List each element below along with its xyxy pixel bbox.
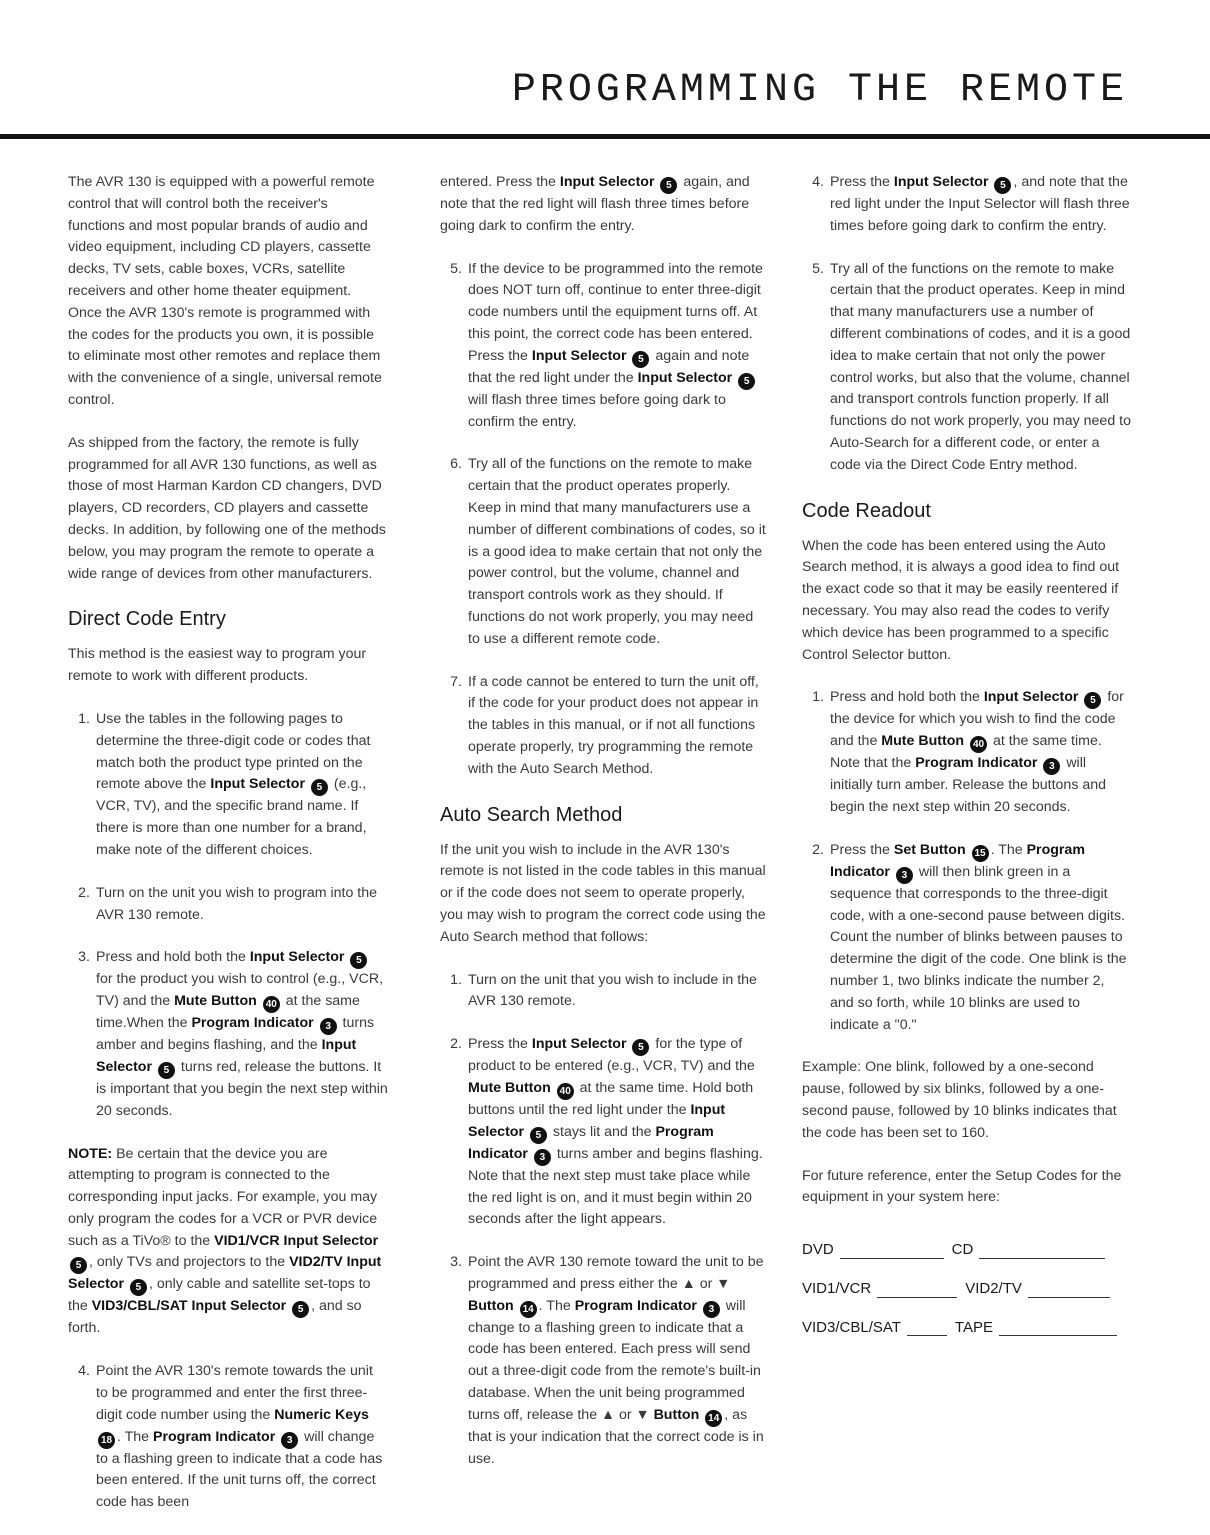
term: Mute Button <box>468 1079 551 1096</box>
step-text <box>96 709 388 862</box>
step-text <box>830 687 1132 818</box>
note-paragraph <box>68 1144 388 1341</box>
text: for the type of product to be entered (e.g., VCR, TV) and the <box>468 1036 755 1075</box>
setup-label: DVD <box>802 1241 834 1259</box>
text: (e.g., VCR, TV), and the specific brand name. If there is more than one number for a brand, make note of the different choices. <box>96 776 367 858</box>
text: Use the tables in the following pages to determine the three-digit code or codes that match both the product type printed on the remote above the <box>96 710 371 793</box>
text: Press the <box>468 1036 528 1053</box>
term: VID2/TV Input Selector <box>68 1254 382 1293</box>
text: , only TVs and projectors to the <box>89 1254 286 1271</box>
auto-step-4 <box>802 172 1132 238</box>
callout-badge: 5 <box>1084 692 1101 709</box>
callout-badge: 15 <box>972 845 989 862</box>
step-number: 4. <box>812 174 824 190</box>
text: for the product you wish to control (e.g., VCR, TV) and the <box>96 971 384 1010</box>
readout-step-1 <box>802 687 1132 818</box>
term: Input Selector <box>531 347 627 364</box>
callout-badge: 5 <box>158 1062 175 1079</box>
step-number: 5. <box>450 260 462 277</box>
step-text <box>830 840 1132 1037</box>
step-text <box>96 1361 388 1514</box>
callout-badge: 5 <box>292 1301 309 1318</box>
term: Input Selector <box>983 689 1079 706</box>
auto-step-3 <box>440 1252 766 1470</box>
callout-badge: 5 <box>70 1257 87 1274</box>
term: Input Selector <box>210 776 305 793</box>
callout-badge: 5 <box>311 779 328 796</box>
term: Program Indicator <box>574 1297 697 1314</box>
auto-search-heading: Auto Search Method <box>440 803 623 826</box>
step-number: 7. <box>450 673 462 690</box>
step-number: 1. <box>812 689 824 706</box>
column-3 <box>802 172 1132 1355</box>
callout-badge: 14 <box>520 1301 537 1318</box>
code-readout-heading: Code Readout <box>802 499 931 522</box>
code-readout-lead: When the code has been entered using the Auto Search method, it is always a good idea to find out the exact code so that it may be easily reentered if necessary. You may also read the codes to verify which device has been programmed to a specific Control Selector button. <box>802 537 1120 663</box>
auto-step-1 <box>440 970 766 1014</box>
term: Set Button <box>893 841 966 858</box>
text: Be certain that the device you are attempting to program is connected to the corresponding input jacks. For example, you may only program the codes for a VCR or PVR device such as a TiVo® to the <box>68 1145 378 1249</box>
text: . The <box>990 841 1023 858</box>
callout-badge: 5 <box>130 1279 147 1296</box>
text: If the device to be programmed into the remote does NOT turn off, continue to enter three-digit code numbers until the equipment turns off. At this point, the correct code has been entered. Press the <box>468 260 763 364</box>
term: Input Selector <box>468 1101 726 1140</box>
text: again, and note that the red light will flash three times before going dark to confirm the entry. <box>440 174 750 234</box>
text: turns red, release the buttons. It is important that you begin the next step within 20 seconds. <box>96 1058 388 1119</box>
term: Input Selector <box>96 1037 357 1075</box>
future-reference-paragraph: For future reference, enter the Setup Codes for the equipment in your system here: <box>802 1167 1122 1206</box>
step-4-continued <box>440 172 766 238</box>
factory-paragraph: As shipped from the factory, the remote is fully programmed for all AVR 130 functions, as well as those of most Harman Kardon CD changers, DVD players, CD recorders, CD players and cassette decks. In addition, by following one of the methods below, you may program the remote to operate a wide range of devices from other manufacturers. <box>68 434 386 582</box>
step-text <box>468 1252 766 1470</box>
callout-badge: 40 <box>263 996 280 1013</box>
term: Input Selector <box>559 174 655 190</box>
setup-code-field[interactable] <box>979 1244 1105 1259</box>
term: Program Indicator <box>153 1428 276 1445</box>
step-5 <box>440 259 766 434</box>
text: turns amber and begins flashing, and the <box>96 1015 375 1054</box>
text: , as that is your indication that the correct code is in use. <box>468 1406 764 1467</box>
example-paragraph: Example: One blink, followed by a one-second pause, followed by six blinks, followed by a one-second pause, followed by 10 blinks indicates that the code has been set to 160. <box>802 1059 1117 1141</box>
term: Button <box>468 1297 514 1314</box>
readout-step-2 <box>802 840 1132 1037</box>
callout-badge: 3 <box>703 1301 720 1318</box>
setup-row <box>802 1278 1132 1300</box>
setup-code-field[interactable] <box>999 1321 1117 1336</box>
setup-row <box>802 1239 1132 1261</box>
step-number: 3. <box>78 949 90 966</box>
term: Program Indicator <box>468 1123 714 1162</box>
callout-badge: 3 <box>534 1149 551 1166</box>
callout-badge: 5 <box>660 177 677 194</box>
setup-row <box>802 1317 1132 1339</box>
auto-search-lead: If the unit you wish to include in the AVR 130's remote is not listed in the code tables in this manual or if the code does not seem to operate properly, you may wish to program the correct code using the Auto Search method that follows: <box>440 841 766 945</box>
setup-label: VID1/VCR <box>802 1279 872 1297</box>
callout-badge: 5 <box>632 351 649 368</box>
step-number: 6. <box>450 456 462 473</box>
text: will change to a flashing green to indicate that a code has been entered. Each press will send out a three-digit code from the remote's built-in database. When the unit being programmed turns off, release the ▲ or ▼ <box>468 1297 761 1423</box>
intro-paragraph: The AVR 130 is equipped with a powerful remote control that will control both the receiver's functions and most popular brands of audio and video equipment, including CD players, cassette decks, TV sets, cable boxes, VCRs, satellite receivers and other home theater equipment. Once the AVR 130's remote is programmed with the codes for the products you own, it is possible to eliminate most other remotes and replace them with the convenience of a single, universal remote control. <box>68 174 382 408</box>
step-number: 5. <box>812 260 824 277</box>
callout-badge: 5 <box>738 373 755 390</box>
callout-badge: 3 <box>320 1018 337 1035</box>
setup-code-field[interactable] <box>1028 1283 1110 1298</box>
setup-label: TAPE <box>954 1318 993 1336</box>
step-number: 1. <box>78 710 90 727</box>
text: . The <box>538 1297 571 1314</box>
callout-badge: 5 <box>530 1127 547 1144</box>
callout-badge: 40 <box>557 1083 574 1100</box>
text: for the device for which you wish to find the code and the <box>830 689 1124 750</box>
step-text: Try all of the functions on the remote to make certain that the product operates. Keep in mind that many manufacturers use a number of different combinations of codes, and it is a good idea to make certain that not only the power control works, but also that the volume, channel and transport controls function properly. If all functions do not work properly, you may need to Auto-Search for a different code, or enter a code via the Direct Code Entry method. <box>830 260 1131 473</box>
text: Press and hold both the <box>96 949 246 966</box>
term: Mute Button <box>174 993 257 1010</box>
step-text <box>468 1034 766 1231</box>
direct-code-entry-heading: Direct Code Entry <box>68 608 226 631</box>
setup-code-field[interactable] <box>840 1244 944 1259</box>
step-text: If a code cannot be entered to turn the unit off, if the code for your product does not appear in the tables in this manual, or if not all functions operate properly, try programming the remote with the Auto Search Method. <box>468 673 759 777</box>
text: at the same time. Note that the <box>830 733 1102 772</box>
text: at the same time. Hold both buttons until the red light under the <box>468 1079 754 1118</box>
callout-badge: 5 <box>632 1039 649 1056</box>
callout-badge: 40 <box>970 736 987 753</box>
step-text: Try all of the functions on the remote to make certain that the product operates properly. Keep in mind that many manufacturers use a number of different combinations of codes, so it is a good idea to make certain that not only the power control, but the volume, channel and transport controls work as they should. If functions do not work properly, you may need to use a different remote code. <box>468 456 766 647</box>
step-number: 4. <box>78 1363 90 1380</box>
text: will flash three times before going dark to confirm the entry. <box>468 391 726 430</box>
term: Program Indicator <box>191 1015 314 1032</box>
text: Point the AVR 130's remote towards the unit to be programmed and enter the first three-digit code number using the <box>96 1363 373 1423</box>
setup-code-field[interactable] <box>877 1283 957 1298</box>
step-text: Turn on the unit you wish to program into the AVR 130 remote. <box>96 884 378 923</box>
step-2 <box>68 883 388 927</box>
text: turns amber and begins flashing. Note that the next step must take place while the red light is on, and it must begin within 20 seconds after the light appears. <box>468 1145 763 1228</box>
setup-codes-form <box>802 1239 1132 1338</box>
text: stays lit and the <box>552 1123 652 1140</box>
callout-badge: 5 <box>350 952 367 969</box>
callout-badge: 5 <box>994 177 1011 194</box>
step-1 <box>68 709 388 862</box>
column-1 <box>68 172 388 1535</box>
term: VID3/CBL/SAT Input Selector <box>91 1298 287 1315</box>
text: Press the <box>830 841 890 858</box>
term: Program Indicator <box>915 755 1038 772</box>
direct-code-lead: This method is the easiest way to program your remote to work with different products. <box>68 646 367 685</box>
text: will then blink green in a sequence that corresponds to the three-digit code, with a one-second pause between digits. Count the number of blinks between pauses to determine the digit of the code. One blink is the number 1, two blinks indicate the number 2, and so forth, while 10 blinks are used to indicate a "0." <box>830 863 1127 1033</box>
text: entered. Press the <box>440 174 556 190</box>
term: Button <box>653 1406 700 1423</box>
step-number: 1. <box>450 971 462 988</box>
text: Point the AVR 130 remote toward the unit to be programmed and press either the ▲ or ▼ <box>468 1254 764 1292</box>
step-6 <box>440 454 766 650</box>
column-2 <box>440 172 766 1491</box>
step-number: 2. <box>812 841 824 858</box>
term: VID1/VCR Input Selector <box>214 1232 379 1249</box>
term: Input Selector <box>893 174 989 190</box>
term: Numeric Keys <box>274 1406 369 1423</box>
text: Press and hold both the <box>830 689 980 706</box>
text: Press the <box>830 174 890 190</box>
step-text <box>468 259 766 434</box>
text: . The <box>117 1428 150 1445</box>
step-number: 2. <box>78 884 90 901</box>
setup-label: CD <box>951 1241 974 1259</box>
step-number: 2. <box>450 1036 462 1053</box>
step-text: Turn on the unit that you wish to include in the AVR 130 remote. <box>468 971 757 1010</box>
text: at the same time.When the <box>96 993 360 1032</box>
setup-label: VID2/TV <box>965 1279 1022 1297</box>
term: Program Indicator <box>830 841 1085 880</box>
callout-badge: 18 <box>98 1432 115 1449</box>
auto-step-2 <box>440 1034 766 1231</box>
step-7 <box>440 672 766 781</box>
text: , and so forth. <box>68 1298 362 1337</box>
text: again and note that the red light under the <box>468 347 750 386</box>
term: Input Selector <box>637 369 733 386</box>
callout-badge: 3 <box>281 1432 298 1449</box>
step-3 <box>68 947 388 1122</box>
text: will initially turn amber. Release the buttons and begin the next step within 20 seconds. <box>830 755 1107 815</box>
term: Input Selector <box>531 1036 627 1053</box>
step-number: 3. <box>450 1254 462 1271</box>
step-text <box>830 172 1132 238</box>
term: Input Selector <box>249 949 345 966</box>
callout-badge: 3 <box>1043 758 1060 775</box>
setup-code-field[interactable] <box>907 1321 947 1336</box>
text: , only cable and satellite set-tops to the <box>68 1276 371 1315</box>
step-4 <box>68 1361 388 1514</box>
step-text <box>96 947 388 1122</box>
callout-badge: 3 <box>896 867 913 884</box>
header-rule <box>0 134 1210 139</box>
auto-step-5 <box>802 259 1132 477</box>
setup-label: VID3/CBL/SAT <box>802 1318 901 1336</box>
term: Mute Button <box>881 733 965 750</box>
page-title: PROGRAMMING THE REMOTE <box>511 68 1128 113</box>
note-label: NOTE: <box>68 1145 113 1162</box>
text: will change to a flashing green to indicate that a code has been entered. If the unit turns off, the correct code has been <box>96 1428 383 1511</box>
callout-badge: 14 <box>705 1410 722 1427</box>
text: , and note that the red light under the Input Selector will flash three times before going dark to confirm the entry. <box>830 174 1130 234</box>
